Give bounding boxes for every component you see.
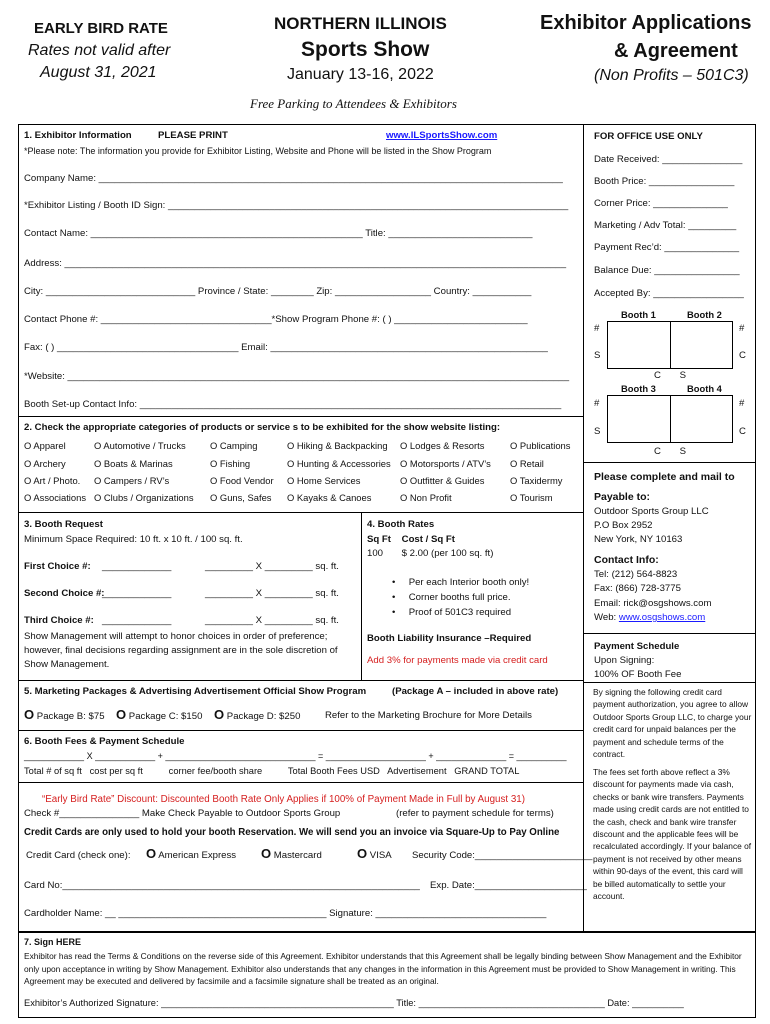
booth-bottom-hash-right: #	[739, 398, 745, 409]
company-name-field[interactable]: Company Name: _______________________________________________________________________________________	[24, 173, 563, 184]
booth-1-label: Booth 1	[621, 309, 656, 320]
booth-top-c-right: C	[739, 350, 746, 361]
booth-price-field[interactable]: Booth Price: ________________	[594, 176, 735, 187]
rate-bullet-1: • Per each Interior booth only!	[392, 577, 530, 588]
contact-fax: Fax: (866) 728-3775	[594, 583, 681, 594]
category-option[interactable]: O Taxidermy	[510, 475, 563, 486]
divider	[18, 730, 583, 731]
payee-city: New York, NY 10163	[594, 534, 683, 545]
section4-heading: 4. Booth Rates	[367, 519, 435, 530]
fee-column-labels: Total # of sq ft cost per sq ft corner fee/booth share Total Booth Fees USD Advertisement GRAND TOTAL	[24, 766, 520, 776]
category-option[interactable]: O Retail	[510, 458, 544, 469]
address-field[interactable]: Address: ______________________________________________________________________________________________	[24, 258, 567, 269]
category-option[interactable]: O Fishing	[210, 458, 251, 469]
third-choice-field[interactable]: _____________	[102, 615, 172, 626]
form-title-line1: Exhibitor Applications	[540, 12, 752, 34]
rate-bullet-3: • Proof of 501C3 required	[392, 607, 512, 618]
early-bird-label: EARLY BIRD RATE	[34, 20, 168, 37]
first-choice-dims[interactable]: _________ X _________ sq. ft.	[205, 561, 339, 572]
please-print-label: PLEASE PRINT	[158, 130, 228, 141]
listing-note: *Please note: The information you provide for Exhibitor Listing, Website and Phone will be listed in the Show Program	[24, 146, 492, 156]
exhibitor-listing-field[interactable]: *Exhibitor Listing / Booth ID Sign: ___________________________________________________________________________	[24, 200, 569, 211]
category-option[interactable]: O Publications	[510, 440, 571, 451]
rate-row: 100 $ 2.00 (per 100 sq. ft)	[367, 548, 494, 559]
second-choice-label: Second Choice #:	[24, 588, 105, 599]
free-parking-note: Free Parking to Attendees & Exhibitors	[250, 96, 457, 111]
payable-to-label: Payable to:	[594, 491, 651, 503]
contact-tel: Tel: (212) 564-8823	[594, 569, 678, 580]
website-field[interactable]: *Website: ______________________________________________________________________________________________	[24, 371, 570, 382]
category-option[interactable]: O Hiking & Backpacking	[287, 440, 388, 451]
first-choice-field[interactable]: _____________	[102, 561, 172, 572]
category-option[interactable]: O Non Profit	[400, 492, 452, 503]
booth-3-label: Booth 3	[621, 383, 656, 394]
rate-bullet-1-text: Per each Interior booth only!	[408, 577, 530, 588]
rate-column-heads: Sq Ft Cost / Sq Ft	[367, 534, 455, 545]
category-option[interactable]: O Automotive / Trucks	[94, 440, 186, 451]
booth-top-cs: C S	[654, 370, 686, 381]
liability-insurance: Booth Liability Insurance –Required	[367, 633, 532, 644]
amex-label: American Express	[158, 850, 237, 861]
setup-contact-field[interactable]: Booth Set-up Contact Info: _______________________________________________________________________________	[24, 399, 562, 410]
payment-schedule-reference: (refer to payment schedule for terms)	[396, 808, 554, 819]
early-bird-discount: “Early Bird Rate” Discount: Discounted Booth Rate Only Applies if 100% of Payment Made in Full by August 31)	[42, 794, 526, 805]
rate-bullet-2-text: Corner booths full price.	[408, 592, 511, 603]
contact-web-row	[594, 612, 705, 623]
second-choice-dims[interactable]: _________ X _________ sq. ft.	[205, 588, 339, 599]
package-d-option[interactable]: O Package D: $250	[214, 707, 301, 722]
section1-heading: 1. Exhibitor Information	[24, 130, 132, 141]
fax-email-field[interactable]: Fax: ( ) __________________________________ Email: ____________________________________________________	[24, 342, 548, 353]
category-option[interactable]: O Apparel	[24, 440, 66, 451]
credit-card-surcharge: Add 3% for payments made via credit card	[367, 655, 548, 666]
section7-heading: 7. Sign HERE	[24, 937, 82, 947]
cc-authorization-text: By signing the following credit card payment authorization, you agree to allow Outdoor Sports Group LLC, to charge your credit card for unpaid balances per the payment and schedule terms of the contract.	[593, 687, 752, 760]
package-d-label: Package D: $250	[226, 711, 301, 722]
payee-org: Outdoor Sports Group LLC	[594, 506, 709, 517]
osg-website-link[interactable]: www.osgshows.com	[618, 612, 706, 623]
visa-label: VISA	[369, 850, 392, 861]
category-option[interactable]: O Art / Photo.	[24, 475, 81, 486]
category-option[interactable]: O Motorsports / ATV’s	[400, 458, 491, 469]
package-c-label: Package C: $150	[128, 711, 203, 722]
booth-2-label: Booth 2	[687, 309, 722, 320]
category-option[interactable]: O Camping	[210, 440, 258, 451]
fee-calculation-line[interactable]: ____________ X ____________ + ______________________________ = ____________________ + ______________ = __________	[24, 751, 567, 761]
divider	[583, 462, 756, 463]
third-choice-dims[interactable]: _________ X _________ sq. ft.	[205, 615, 339, 626]
booth-top-hash-right: #	[739, 323, 745, 334]
city-state-zip-field[interactable]: City: ____________________________ Province / State: ________ Zip: __________________ Country: ___________	[24, 286, 532, 297]
category-option[interactable]: O Outfitter & Guides	[400, 475, 485, 486]
divider	[18, 680, 583, 681]
marketing-brochure-note: Refer to the Marketing Brochure for More Details	[325, 710, 532, 721]
first-choice-label: First Choice #:	[24, 561, 91, 572]
show-website-link[interactable]: www.ILSportsShow.com	[386, 130, 498, 141]
credit-card-notice: Credit Cards are only used to hold your booth Reservation. We will send you an invoice via Square-Up to Pay Online	[24, 827, 560, 838]
booth-top-s-left: S	[594, 350, 601, 361]
category-option[interactable]: O Guns, Safes	[210, 492, 272, 503]
card-number-field[interactable]: Card No:___________________________________________________________________	[24, 880, 420, 891]
security-code-field[interactable]: Security Code:______________________	[412, 850, 593, 861]
divider	[18, 782, 583, 783]
exhibitor-signature-field[interactable]: Exhibitor’s Authorized Signature: _____________________________________________ Title: ____________________________________ Date: __________	[24, 998, 684, 1008]
divider	[18, 416, 583, 417]
accepted-by-field[interactable]: Accepted By: _________________	[594, 288, 744, 299]
category-option[interactable]: O Food Vendor	[210, 475, 274, 486]
category-option[interactable]: O Hunting & Accessories	[287, 458, 391, 469]
rate-bullet-2: • Corner booths full price.	[392, 592, 511, 603]
divider	[583, 682, 756, 683]
category-option[interactable]: O Associations	[24, 492, 87, 503]
rate-bullet-3-text: Proof of 501C3 required	[408, 607, 512, 618]
divider	[670, 395, 671, 443]
phone-field[interactable]: Contact Phone #: ________________________________*Show Program Phone #: ( ) _________________________	[24, 314, 528, 325]
third-choice-label: Third Choice #:	[24, 615, 94, 626]
section3-heading: 3. Booth Request	[24, 519, 103, 530]
mastercard-label: Mastercard	[273, 850, 322, 861]
show-name: Sports Show	[301, 38, 430, 61]
package-b-label: Package B: $75	[36, 711, 105, 722]
divider	[670, 321, 671, 369]
package-c-option[interactable]: O Package C: $150	[116, 707, 203, 722]
category-option[interactable]: O Archery	[24, 458, 66, 469]
rates-note-line2: August 31, 2021	[40, 64, 157, 81]
booth-bottom-c-right: C	[739, 426, 746, 437]
category-option[interactable]: O Kayaks & Canoes	[287, 492, 372, 503]
section5-heading: 5. Marketing Packages & Advertising Advertisement Official Show Program	[24, 686, 367, 697]
web-label: Web:	[594, 612, 619, 623]
contact-info-heading: Contact Info:	[594, 554, 659, 566]
category-option[interactable]: O Boats & Marinas	[94, 458, 173, 469]
payment-schedule-heading: Payment Schedule	[594, 641, 680, 652]
office-use-heading: FOR OFFICE USE ONLY	[594, 131, 703, 142]
credit-card-type-label: Credit Card (check one):	[26, 850, 131, 861]
form-title-line3: (Non Profits – 501C3)	[594, 67, 749, 84]
category-option[interactable]: O Home Services	[287, 475, 361, 486]
divider	[18, 512, 583, 513]
rates-note-line1: Rates not valid after	[28, 42, 171, 59]
section6-heading: 6. Booth Fees & Payment Schedule	[24, 736, 185, 747]
upon-signing-label: Upon Signing:	[594, 655, 655, 666]
mastercard-option[interactable]: O Mastercard	[261, 846, 322, 861]
visa-option[interactable]: O VISA	[357, 846, 392, 861]
marketing-total-field[interactable]: Marketing / Adv Total: _________	[594, 220, 737, 231]
balance-due-field[interactable]: Balance Due: ________________	[594, 265, 740, 276]
contact-email: Email: rick@osgshows.com	[594, 598, 712, 609]
category-option[interactable]: O Campers / RV’s	[94, 475, 170, 486]
package-a-note: (Package A – included in above rate)	[392, 686, 559, 697]
full-fee-label: 100% OF Booth Fee	[594, 669, 682, 680]
package-b-option[interactable]: O Package B: $75	[24, 707, 105, 722]
booth-4-label: Booth 4	[687, 383, 722, 394]
section2-heading: 2. Check the appropriate categories of products or service s to be exhibited for the show website listing:	[24, 422, 501, 433]
divider	[361, 512, 362, 680]
agreement-text: Exhibitor has read the Terms & Conditions on the reverse side of this Agreement. Exhibitor understands that this Agreement shall be legally binding between Show Management and the Exhibitor only upon acceptance in writing by Show Management. Exhibitor also understands that any changes in the information in this Agreement must be provided to Show Management in writing. This Agreement may be executed and delivered by facsimile and a facsimile signature shall be treated as an original.	[24, 951, 742, 986]
category-option[interactable]: O Lodges & Resorts	[400, 440, 485, 451]
form-title-line2: & Agreement	[614, 40, 738, 62]
minimum-space: Minimum Space Required: 10 ft. x 10 ft. / 100 sq. ft.	[24, 534, 243, 545]
mail-to-heading: Please complete and mail to	[594, 471, 735, 483]
show-region: NORTHERN ILLINOIS	[274, 14, 447, 33]
fees-discount-text: The fees set forth above reflect a 3% discount for payments made via cash, checks or bank wire transfers. Payments made using credit cards are not entitled to the cash, check and bank wire transfer discount and the applicable fees will be recalculated accordingly. If your balance of payment is not received by other means within 90-days of the event, this card will be billed automatically to settle your account.	[593, 767, 752, 902]
category-option[interactable]: O Tourism	[510, 492, 553, 503]
cardholder-signature-field[interactable]: Cardholder Name: __ _______________________________________ Signature: ________________________________	[24, 908, 547, 919]
payment-received-field[interactable]: Payment Rec’d: ______________	[594, 242, 740, 253]
expiration-date-field[interactable]: Exp. Date:_____________________	[430, 880, 587, 891]
date-received-field[interactable]: Date Received: _______________	[594, 154, 743, 165]
booth-top-hash-left: #	[594, 323, 600, 334]
amex-option[interactable]: O American Express	[146, 846, 237, 861]
corner-price-field[interactable]: Corner Price: ______________	[594, 198, 728, 209]
check-number-field[interactable]: Check #_______________ Make Check Payable to Outdoor Sports Group	[24, 808, 341, 819]
booth-bottom-cs: C S	[654, 446, 686, 457]
divider	[583, 633, 756, 634]
show-dates: January 13-16, 2022	[287, 66, 434, 83]
contact-name-field[interactable]: Contact Name: ___________________________________________________ Title: ___________________________	[24, 228, 533, 239]
booth-bottom-s-left: S	[594, 426, 601, 437]
office-column-divider	[583, 124, 584, 932]
second-choice-field[interactable]: _____________	[102, 588, 172, 599]
payee-po-box: P.O Box 2952	[594, 520, 653, 531]
booth-bottom-hash-left: #	[594, 398, 600, 409]
category-option[interactable]: O Clubs / Organizations	[94, 492, 194, 503]
booth-assignment-note: Show Management will attempt to honor choices in order of preference; however, final decisions regarding assignment are in the sole discretion of Show Management.	[24, 631, 338, 670]
